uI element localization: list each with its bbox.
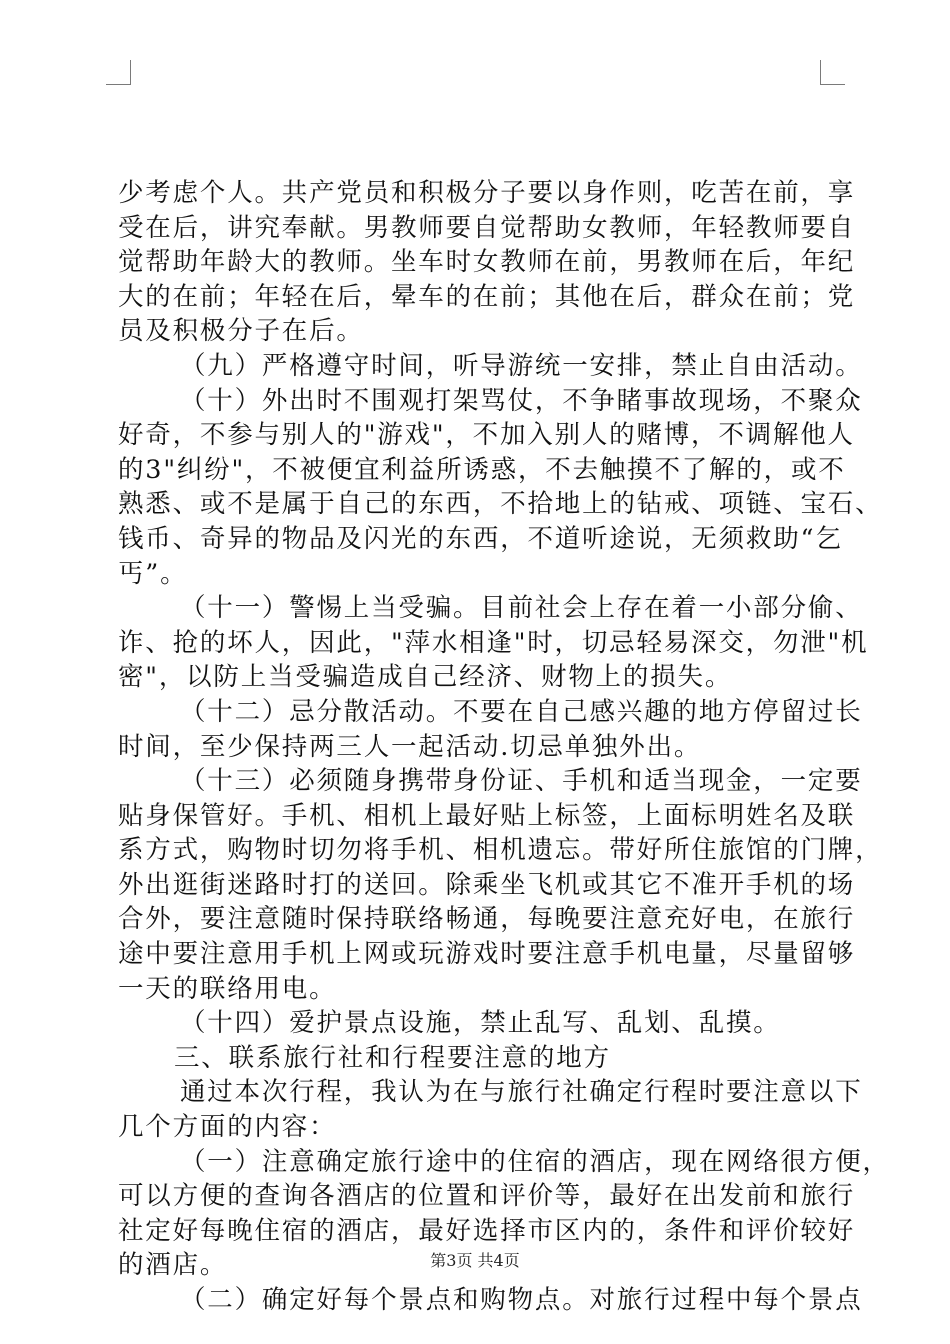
text-line: （十二）忌分散活动。不要在自己感兴趣的地方停留过长	[180, 696, 863, 727]
text-line: 密"，以防上当受骗造成自己经济、财物上的损失。	[118, 662, 733, 693]
text-line: （一）注意确定旅行途中的住宿的酒店，现在网络很方便，	[180, 1146, 890, 1177]
text-line: 几个方面的内容：	[118, 1112, 337, 1143]
section-heading: 三、联系旅行社和行程要注意的地方	[174, 1042, 611, 1073]
text-line: （十四）爱护景点设施，禁止乱写、乱划、乱摸。	[180, 1008, 781, 1039]
text-line: 受在后，讲究奉献。男教师要自觉帮助女教师，年轻教师要自	[118, 212, 856, 243]
text-line: （十一）警惕上当受骗。目前社会上存在着一小部分偷、	[180, 593, 863, 624]
text-line: 贴身保管好。手机、相机上最好贴上标签，上面标明姓名及联	[118, 800, 856, 831]
text-line: 大的在前；年轻在后，晕车的在前；其他在后，群众在前；党	[118, 281, 856, 312]
text-line: 的3"纠纷"，不被便宜利益所诱惑，不去触摸不了解的，或不	[118, 454, 846, 485]
document-body	[118, 176, 890, 1318]
text-line: （十）外出时不围观打架骂仗，不争睹事故现场，不聚众	[180, 385, 863, 416]
page-footer: 第3页 共4页	[430, 1251, 520, 1270]
text-line: 时间，至少保持两三人一起活动.切忌单独外出。	[118, 731, 702, 762]
text-line: 好奇，不参与别人的"游戏"，不加入别人的赌博，不调解他人	[118, 420, 855, 451]
text-line: （二）确定好每个景点和购物点。对旅行过程中每个景点	[180, 1285, 863, 1315]
text-line: 熟悉、或不是属于自己的东西，不拾地上的钻戒、项链、宝石、	[118, 489, 883, 520]
text-line: 一天的联络用电。	[118, 973, 337, 1004]
text-line: 的酒店。	[118, 1250, 228, 1281]
text-line: （十三）必须随身携带身份证、手机和适当现金，一定要	[180, 766, 863, 797]
text-line: 外出逛街迷路时打的送回。除乘坐飞机或其它不准开手机的场	[118, 869, 856, 900]
text-line: 丐”。	[118, 558, 188, 589]
text-line: 可以方便的查询各酒店的位置和评价等，最好在出发前和旅行	[118, 1181, 856, 1212]
text-line: 诈、抢的坏人，因此，"萍水相逢"时，切忌轻易深交，勿泄"机	[118, 627, 869, 658]
text-line: 社定好每晚住宿的酒店，最好选择市区内的，条件和评价较好	[118, 1215, 856, 1246]
text-line: 员及积极分子在后。	[118, 316, 364, 347]
crop-mark-top-right	[820, 60, 845, 85]
text-line: （九）严格遵守时间，听导游统一安排，禁止自由活动。	[180, 350, 863, 381]
text-line: 觉帮助年龄大的教师。坐车时女教师在前，男教师在后，年纪	[118, 247, 856, 278]
text-line: 少考虑个人。共产党员和积极分子要以身作则，吃苦在前，享	[118, 178, 856, 208]
text-line: 系方式，购物时切勿将手机、相机遗忘。带好所住旅馆的门牌，	[118, 835, 883, 866]
text-line: 钱币、奇异的物品及闪光的东西，不道听途说，无须救助“乞	[118, 523, 843, 554]
crop-mark-top-left	[106, 60, 131, 85]
text-line: 途中要注意用手机上网或玩游戏时要注意手机电量，尽量留够	[118, 939, 856, 970]
text-line: 通过本次行程，我认为在与旅行社确定行程时要注意以下	[180, 1077, 863, 1108]
text-line: 合外，要注意随时保持联络畅通，每晚要注意充好电，在旅行	[118, 904, 856, 935]
